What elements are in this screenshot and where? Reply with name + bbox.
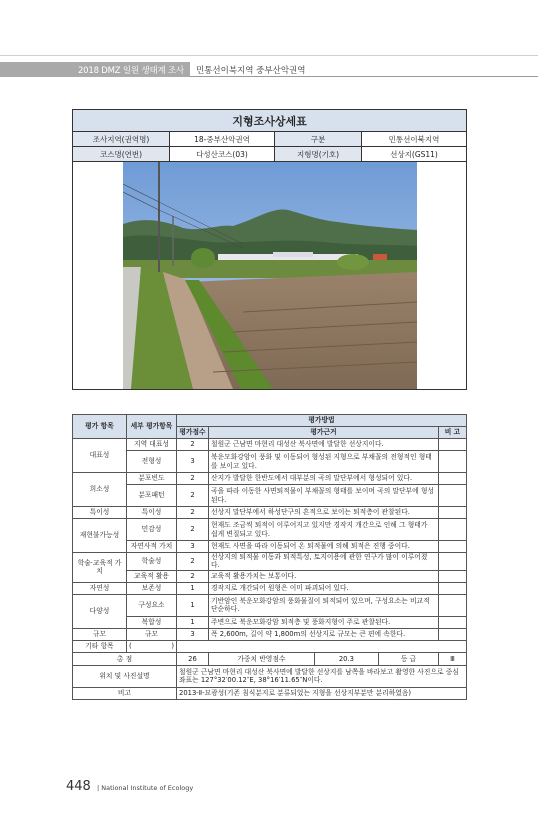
sub-item-cell: 지역 대표성 xyxy=(127,439,177,451)
category-cell: 재현불가능성 xyxy=(73,519,127,553)
header-section-title: 2018 DMZ 일원 생태계 조사 xyxy=(77,66,184,76)
score-cell: 3 xyxy=(177,628,209,640)
total-summary xyxy=(209,652,439,665)
note-cell xyxy=(439,570,467,582)
note-cell xyxy=(439,507,467,519)
basis-cell: 철원군 근남면 마현리 대성산 북사면에 발달한 선상지이다. xyxy=(209,439,439,451)
score-cell: 2 xyxy=(177,553,209,571)
sub-item-cell: 구성요소 xyxy=(127,594,177,616)
landform-label: 지형명(기호) xyxy=(275,147,362,162)
score-cell: 1 xyxy=(177,582,209,594)
category-label: 구분 xyxy=(275,132,362,147)
header-chapter-title: 민통선이북지역 중부산악권역 xyxy=(196,66,306,76)
score-cell: 3 xyxy=(177,541,209,553)
course-value: 다성산코스(03) xyxy=(170,147,275,162)
header-basis: 평가근거 xyxy=(209,427,439,439)
other-item-blank xyxy=(177,640,467,652)
sub-item-cell: 규모 xyxy=(127,628,177,640)
category-cell: 희소성 xyxy=(73,473,127,507)
landform-value: 선상지(GS11) xyxy=(362,147,467,162)
score-cell: 2 xyxy=(177,570,209,582)
page-number: 448 xyxy=(66,779,91,794)
sub-item-cell: 자연사적 가치 xyxy=(127,541,177,553)
sub-item-cell: 교육적 활용 xyxy=(127,570,177,582)
basis-cell: 북운모화강암이 풍화 및 이동되어 형성된 지형으로 부채꼴의 전형적인 형태를 보이고 있다. xyxy=(209,451,439,473)
score-cell: 3 xyxy=(177,451,209,473)
other-item-label: 기타 항목 xyxy=(73,640,127,652)
basis-cell: 기반암인 북운모화강암의 풍화물질이 퇴적되어 있으며, 구성요소는 비교적 단순하다. xyxy=(209,594,439,616)
header-rule xyxy=(190,76,538,77)
score-cell: 2 xyxy=(177,519,209,541)
score-cell: 1 xyxy=(177,616,209,628)
note-cell xyxy=(439,519,467,541)
header-score: 평가점수 xyxy=(177,427,209,439)
score-cell: 2 xyxy=(177,485,209,507)
note-cell xyxy=(439,594,467,616)
header-item: 평가 항목 xyxy=(73,415,127,439)
score-cell: 1 xyxy=(177,594,209,616)
location-label: 위치 및 사진설명 xyxy=(73,665,177,687)
other-item-value xyxy=(127,640,177,652)
basis-cell: 곡을 따라 이동한 사면퇴적물이 부채꼴의 형태를 보이며 곡의 말단부에 형성된다. xyxy=(209,485,439,507)
header-sub-item: 세부 평가항목 xyxy=(127,415,177,439)
basis-cell: 교육적 활용가치는 보통이다. xyxy=(209,570,439,582)
basis-cell: 주변으로 북운모화강암 퇴적층 및 풍화지형이 주로 관찰된다. xyxy=(209,616,439,628)
note-cell xyxy=(439,451,467,473)
note-cell xyxy=(439,628,467,640)
landscape-photo xyxy=(123,162,417,389)
basis-cell: 현재도 조금씩 퇴적이 이루어지고 있지만 경작지 개간으로 인해 그 형태가 쉽게 변질되고 있다. xyxy=(209,519,439,541)
sub-item-cell: 민감성 xyxy=(127,519,177,541)
sub-item-cell: 전형성 xyxy=(127,451,177,473)
other-close-paren: ) xyxy=(171,642,174,651)
total-score: 26 xyxy=(177,652,209,665)
weighted-label: 가중치 반영점수 xyxy=(209,653,314,665)
remarks-label: 비고 xyxy=(73,687,177,699)
category-cell: 특이성 xyxy=(73,507,127,519)
location-text: 철원군 근남면 마현리 대성산 북사면에 발달한 선상지를 남쪽을 바라보고 촬영한 사진으로 중심좌표는 127°32′00.12″E, 38°16′11.65″N이다. xyxy=(177,665,467,687)
sub-item-cell: 복합성 xyxy=(127,616,177,628)
note-cell xyxy=(439,582,467,594)
grade-label: 등 급 xyxy=(400,654,417,663)
header-note: 비 고 xyxy=(439,427,467,439)
category-cell: 다양성 xyxy=(73,594,127,628)
sub-item-cell: 학술성 xyxy=(127,553,177,571)
basis-cell: 폭 2,600m, 길이 약 1,800m의 선상지로 규모는 큰 편에 속한다. xyxy=(209,628,439,640)
category-cell: 자연성 xyxy=(73,582,127,594)
score-cell: 2 xyxy=(177,473,209,485)
other-open-paren: ( xyxy=(129,642,132,651)
category-cell: 규모 xyxy=(73,628,127,640)
score-cell: 2 xyxy=(177,439,209,451)
total-subtable xyxy=(209,653,438,665)
photo-cell xyxy=(73,162,467,390)
survey-area-value: 18-중부산악권역 xyxy=(170,132,275,147)
weighted-score: 20.3 xyxy=(314,653,378,665)
score-cell: 2 xyxy=(177,507,209,519)
total-label: 총 점 xyxy=(73,652,177,665)
form-title: 지형조사상세표 xyxy=(73,110,467,132)
basis-cell: 현재도 사면을 따라 이동되어 온 퇴적물에 의해 퇴적은 진행 중이다. xyxy=(209,541,439,553)
course-label: 코스명(연번) xyxy=(73,147,170,162)
basis-cell: 선상지의 퇴적물 이동과 퇴적특성, 토지이용에 관한 연구가 많이 이루어졌다. xyxy=(209,553,439,571)
basis-cell: 산지가 발달한 한반도에서 대부분의 곡의 말단부에서 형성되어 있다. xyxy=(209,473,439,485)
note-cell xyxy=(439,541,467,553)
category-cell: 대표성 xyxy=(73,439,127,473)
basis-cell: 경작지로 개간되어 원형은 이미 파괴되어 있다. xyxy=(209,582,439,594)
sub-item-cell: 특이성 xyxy=(127,507,177,519)
note-cell xyxy=(439,473,467,485)
basis-cell: 선상지 말단부에서 하성단구의 흔적으로 보이는 퇴적층이 관찰된다. xyxy=(209,507,439,519)
sub-item-cell: 보존성 xyxy=(127,582,177,594)
footer-institute: | National Institute of Ecology xyxy=(97,784,194,792)
header-top-rule xyxy=(0,55,538,56)
note-cell xyxy=(439,439,467,451)
category-cell: 학술·교육적 가치 xyxy=(73,553,127,583)
survey-area-label: 조사지역(권역명) xyxy=(73,132,170,147)
sub-item-cell: 분포빈도 xyxy=(127,473,177,485)
note-cell xyxy=(439,485,467,507)
survey-form-table xyxy=(72,109,467,390)
category-value: 민통선이북지역 xyxy=(362,132,467,147)
sub-item-cell: 분포패턴 xyxy=(127,485,177,507)
header-section-tab xyxy=(0,62,190,77)
evaluation-table xyxy=(72,414,467,700)
note-cell xyxy=(439,616,467,628)
grade-value: Ⅲ xyxy=(439,652,467,665)
note-cell xyxy=(439,553,467,571)
remarks-text: 2013-Ⅱ-묘광성(기존 침식분지로 분류되었는 지형을 선상지부분만 분리하였음) xyxy=(177,687,467,699)
header-method: 평가방법 xyxy=(177,415,467,427)
